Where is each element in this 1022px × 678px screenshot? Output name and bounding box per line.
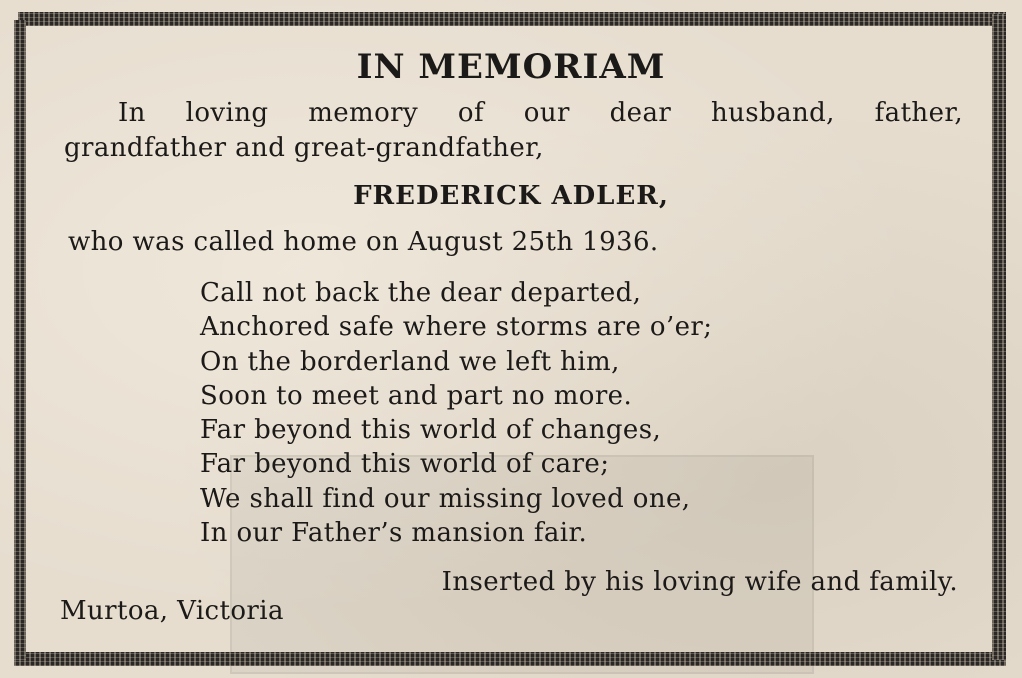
notice-title: IN MEMORIAM (356, 47, 666, 87)
inserted-by-line: Inserted by his loving wife and family. (441, 567, 958, 597)
memorial-verse (200, 276, 712, 550)
deceased-name: FREDERICK ADLER, (353, 181, 669, 211)
verse-line: Call not back the dear departed, (200, 278, 642, 308)
border-left (14, 20, 26, 660)
verse-line: Anchored safe where storms are o’er; (200, 312, 713, 343)
verse-line: Far beyond this world of care; (200, 449, 610, 480)
intro-line-2: grandfather and great-grandfather, (64, 133, 544, 163)
verse-line: In our Father’s mansion fair. (200, 518, 588, 549)
verse-line: We shall find our missing loved one, (200, 483, 691, 514)
verse-line: Soon to meet and part no more. (200, 380, 633, 411)
verse-line: Far beyond this world of changes, (200, 415, 662, 446)
border-bottom (14, 652, 1006, 666)
border-right (992, 14, 1006, 660)
place-line: Murtoa, Victoria (60, 596, 284, 626)
border-top (18, 12, 1006, 26)
intro-line-1: In loving memory of our dear husband, father, (118, 98, 963, 128)
verse-line: On the borderland we left him, (200, 346, 620, 377)
called-home-line: who was called home on August 25th 1936. (68, 227, 659, 257)
